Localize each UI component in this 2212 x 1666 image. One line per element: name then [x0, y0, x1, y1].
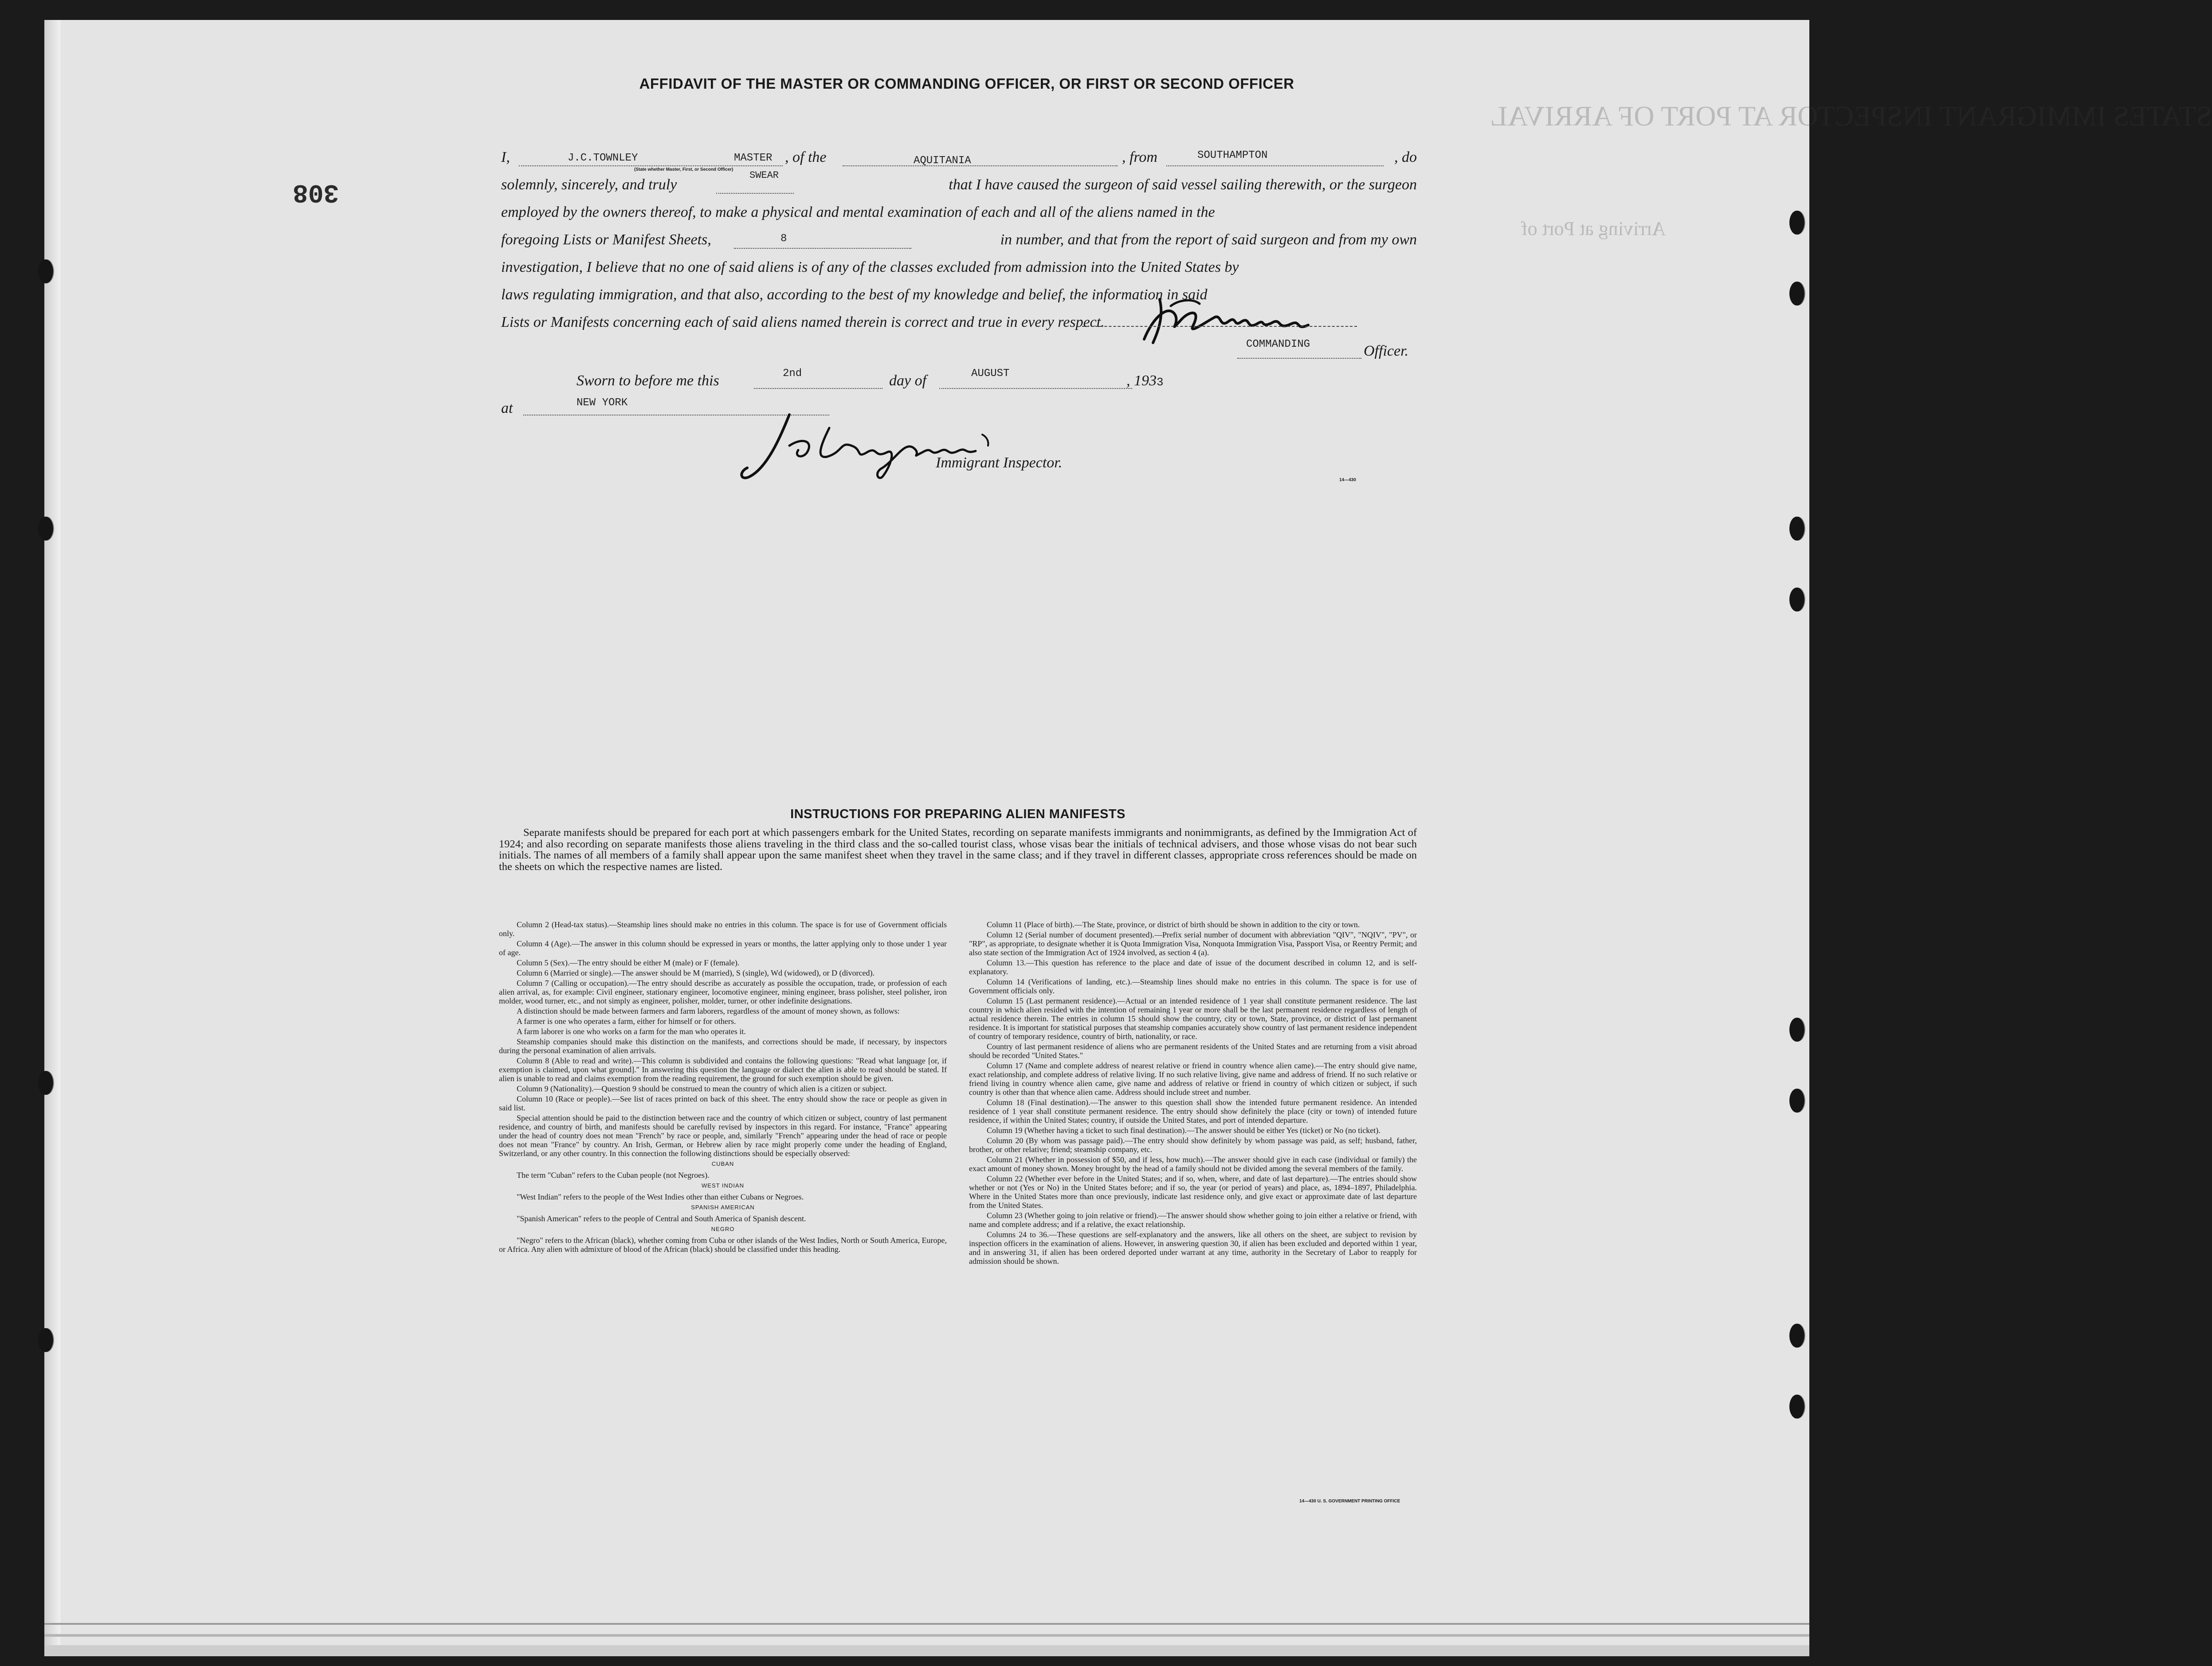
instruction-paragraph: Column 13.—This question has reference to the place and date of issue of the document described in column 12, and is self-explanatory.	[969, 958, 1417, 976]
affidavit-text: Lists or Manifests concerning each of said aliens named therein is correct and true in every respect.	[501, 314, 1105, 330]
signature-line	[1082, 326, 1357, 327]
instruction-paragraph: A distinction should be made between farmers and farm laborers, regardless of the amount of money shown, as follows:	[517, 1007, 900, 1015]
at-label: at	[501, 400, 513, 416]
instructions-title: INSTRUCTIONS FOR PREPARING ALIEN MANIFESTS	[790, 807, 1126, 821]
instruction-paragraph: Columns 24 to 36.—These questions are self-explanatory and the answers, like all others on the sheet, are subject to revision by inspection officers in the examination of aliens. However, in answering question 30, if alien has been excluded and deported within 1 year, and in answering 31, if alien has been ordered deported under warrant at any time, authority in the Secretary of Labor to reapply for admission should be shown.	[969, 1230, 1417, 1266]
instruction-paragraph: Column 2 (Head-tax status).—Steamship lines should make no entries in this column. The space is for use of Government officials only.	[499, 920, 947, 938]
punch-hole	[1789, 1089, 1804, 1113]
instruction-paragraph: Column 8 (Able to read and write).—This column is subdivided and contains the following questions: "Read what language [or, if exemption is claimed, upon what ground]." In answering this question the language or dialect the alien is able to read should be stated. If alien is unable to read and claims exemption from the reading requirement, the ground for such exemption should be given.	[499, 1056, 947, 1083]
instruction-paragraph: Column 22 (Whether ever before in the United States; and if so, when, where, and date of last departure).—The entries should show whether or not (Yes or No) in the United States before; and if so, the year (or period of years) and place, as, 1894–1897, Philadelphia. Where in the United States more than once previously, indicate last residence only, and give exact or approximate date of last departure from the United States.	[969, 1174, 1417, 1210]
instruction-paragraph: Column 6 (Married or single).—The answer should be M (married), S (single), Wd (widowed), or D (divorced).	[517, 968, 875, 977]
master-name-field: J.C.TOWNLEY	[568, 152, 638, 164]
officer-title-underline	[1237, 358, 1361, 359]
instructions-left-column	[499, 920, 947, 1255]
punch-hole	[1789, 588, 1804, 612]
instruction-paragraph: Column 9 (Nationality).—Question 9 should be construed to mean the country of which alien is a citizen or subject.	[517, 1084, 887, 1093]
cuban-paragraph: The term "Cuban" refers to the Cuban people (not Negroes).	[517, 1171, 710, 1180]
affidavit-text: laws regulating immigration, and that also, according to the best of my knowledge and belief, the information in said	[501, 286, 1208, 303]
inspector-signature	[736, 410, 1047, 486]
affidavit-text: , from	[1122, 149, 1157, 165]
sheets-underline	[734, 248, 911, 249]
sworn-day-field: 2nd	[783, 368, 802, 380]
instructions-intro: Separate manifests should be prepared for each port at which passengers embark for the United States, recording on separate manifests immigrants and nonimmigrants, as defined by the Immigration Act of 1924; and also recording on separate manifests those aliens traveling in the third class and the so-called tourist class, whose visas bear the initials of technical advisers, and those whose visas do not bear such initials. The names of all members of a family shall appear upon the same manifest sheet when they travel in the same class; and if they travel in different classes, appropriate cross references should be made on the sheets on which the respective names are listed.	[499, 827, 1417, 873]
day-underline	[754, 388, 882, 389]
punch-hole	[1789, 1018, 1804, 1042]
affidavit-title: AFFIDAVIT OF THE MASTER OR COMMANDING OFFICER, OR FIRST OR SECOND OFFICER	[639, 75, 1294, 92]
instruction-paragraph: Column 20 (By whom was passage paid).—The entry should show definitely by whom passage was paid, as self; husband, father, brother, or other relative; friend; steamship company, etc.	[969, 1136, 1417, 1154]
instruction-paragraph: Special attention should be paid to the distinction between race and the country of which citizen or subject, country of last permanent residence, and country of birth, and manifests should be carefully revised by inspectors in this regard. For instance, "France" appearing under the head of country does not mean "French" by race or people, and, similarly "French" appearing under the head of race or people does not mean "France" by country. An Irish, German, or Hebrew alien by race might properly come under the heading of England, Switzerland, or any other country. In this connection the following distinctions should be especially observed:	[499, 1113, 947, 1158]
bleed-through-heading: STATES IMMIGRANT INSPECTOR AT PORT OF ARRIVAL	[1490, 100, 2212, 132]
instruction-paragraph: Column 23 (Whether going to join relative or friend).—The answer should show whether going to join either a relative or friend, with name and complete address; and if a relative, the exact relationship.	[969, 1211, 1417, 1229]
bleed-through-subheading: Arriving at Port of	[1521, 218, 1666, 239]
punch-hole	[1789, 517, 1804, 541]
year-prefix: , 193	[1126, 372, 1157, 389]
punch-hole	[1789, 1395, 1804, 1419]
punch-hole	[1789, 282, 1804, 306]
affidavit-text: in number, and that from the report of said surgeon and from my own	[1000, 231, 1417, 248]
rank-note: (State whether Master, First, or Second Officer)	[634, 167, 733, 172]
affidavit-text: foregoing Lists or Manifest Sheets,	[501, 231, 711, 248]
affidavit-text: employed by the owners thereof, to make a physical and mental examination of each and all of the aliens named in the	[501, 204, 1215, 220]
instruction-paragraph: Column 12 (Serial number of document presented).—Prefix serial number of document with abbreviation "QIV", "NQIV", "PV", or "RP", as appropriate, to designate whether it is Quota Immigration Visa, Nonquota Immigration Visa, Passport Visa, or Reentry Permit; and also state section of the Immigration Act of 1924 involved, as section 4 (a).	[969, 930, 1417, 957]
instruction-paragraph: Country of last permanent residence of aliens who are permanent residents of the United States and are returning from a visit abroad should be recorded "United States."	[969, 1042, 1417, 1060]
spanish-american-heading: SPANISH AMERICAN	[691, 1204, 755, 1211]
punch-hole	[38, 1071, 53, 1095]
instruction-paragraph: Column 10 (Race or people).—See list of races printed on back of this sheet. The entry should show the race or people as given in said list.	[499, 1094, 947, 1112]
instruction-paragraph: Column 4 (Age).—The answer in this column should be expressed in years or months, the latter applying only to those under 1 year of age.	[499, 939, 947, 957]
manifest-page	[44, 20, 2212, 1656]
cuban-heading: CUBAN	[711, 1160, 734, 1167]
form-number: 14—430	[1339, 478, 1356, 482]
month-underline	[939, 388, 1132, 389]
sworn-text: Sworn to before me this	[577, 372, 719, 389]
west-indian-heading: WEST INDIAN	[702, 1182, 744, 1189]
punch-hole	[38, 1328, 53, 1352]
rank-field: MASTER	[734, 152, 773, 164]
affidavit-text: solemnly, sincerely, and truly	[501, 176, 677, 193]
printer-note: 14—430 U. S. GOVERNMENT PRINTING OFFICE	[1299, 1499, 1400, 1504]
page-edge-line	[44, 1623, 1809, 1625]
instruction-paragraph: Column 7 (Calling or occupation).—The entry should describe as accurately as possible the occupation, trade, or profession of each alien arrival, as, for example: Civil engineer, stationary engineer, locomotive engineer, mining engineer, brass polisher, steel polisher, iron molder, wood turner, etc., and not simply as engineer, polisher, molder, turner, or other indefinite designations.	[499, 979, 947, 1005]
instructions-right-column	[969, 920, 1417, 1267]
page-edge-line	[44, 1634, 1809, 1637]
affidavit-line-5	[501, 259, 1417, 276]
master-signature	[1126, 290, 1357, 348]
affidavit-text: I,	[501, 149, 510, 165]
ship-underline	[843, 165, 1118, 166]
punch-hole	[38, 259, 53, 283]
west-indian-paragraph: "West Indian" refers to the people of the West Indies other than either Cubans or Negroes.	[517, 1192, 804, 1201]
punch-hole	[1789, 211, 1804, 235]
affidavit-text: that I have caused the surgeon of said vessel sailing therewith, or the surgeon	[949, 176, 1417, 193]
affidavit-text: , do	[1394, 149, 1417, 165]
month-field: AUGUST	[971, 368, 1010, 380]
day-of-text: day of	[889, 372, 927, 389]
inspector-label: Immigrant Inspector.	[936, 455, 1063, 471]
port-underline	[1166, 165, 1384, 166]
instruction-paragraph: A farmer is one who operates a farm, either for himself or for others.	[517, 1017, 736, 1026]
instruction-paragraph: Column 17 (Name and complete address of nearest relative or friend in country whence alien came).—The entry should give name, exact relationship, and complete address of relative living. If no such relative living, give name and address of friend. If no such relative or friend living in country whence alien came, give name and address of relative or friend in country of which citizen or subject, if such country is other than that whence alien came. Address should include street and number.	[969, 1061, 1417, 1097]
affidavit-line-3	[501, 204, 1417, 221]
year-suffix-field: 3	[1157, 376, 1164, 389]
officer-label: Officer.	[1364, 343, 1409, 359]
instruction-paragraph: Column 21 (Whether in possession of $50, and if less, how much).—The answer should give in each case (individual or family) the exact amount of money shown. Money brought by the head of a family should not be divided among the several members of the family.	[969, 1155, 1417, 1173]
instruction-paragraph: Column 11 (Place of birth).—The State, province, or district of birth should be shown in addition to the city or town.	[987, 920, 1360, 929]
instruction-paragraph: Column 19 (Whether having a ticket to such final destination).—The answer should be either Yes (ticket) or No (no ticket).	[987, 1126, 1381, 1135]
sheets-count-field: 8	[780, 233, 787, 245]
instruction-paragraph: Column 15 (Last permanent residence).—Actual or an intended residence of 1 year shall constitute permanent residence. The last country in which alien resided with the intention of remaining 1 year or more shall be the last permanent residence regardless of length of actual residence therein. The entries in column 15 should show the country, city or town, State, province, or district of last permanent residence. It is important for statistical purposes that steamship companies accurately show country of last permanent residence independent of country of temporary residence, country of birth, nationality, or race.	[969, 996, 1417, 1041]
year-text	[1126, 372, 1164, 389]
negro-paragraph: "Negro" refers to the African (black), whether coming from Cuba or other islands of the West Indies, North or South America, Europe, or Africa. Any alien with admixture of blood of the African (black) should be classified under this heading.	[499, 1236, 947, 1254]
instruction-paragraph: Steamship companies should make this distinction on the manifests, and corrections should be made, if necessary, by inspectors during the personal examination of alien arrivals.	[499, 1037, 947, 1055]
instruction-paragraph: Column 5 (Sex).—The entry should be either M (male) or F (female).	[517, 958, 740, 967]
oath-underline	[716, 193, 794, 194]
affidavit-text: , of the	[785, 149, 827, 165]
port-field: SOUTHAMPTON	[1197, 149, 1268, 161]
negro-heading: NEGRO	[711, 1226, 735, 1232]
punch-hole	[1789, 1324, 1804, 1348]
page-stamp-number: 308	[293, 177, 339, 206]
city-field: NEW YORK	[577, 397, 628, 409]
punch-hole	[38, 517, 53, 541]
instruction-paragraph: A farm laborer is one who works on a farm for the man who operates it.	[517, 1027, 746, 1036]
affidavit-text: investigation, I believe that no one of said aliens is of any of the classes excluded from admission into the United States by	[501, 259, 1239, 275]
officer-title-field: COMMANDING	[1246, 338, 1310, 350]
instruction-paragraph: Column 18 (Final destination).—The answer to this question shall show the intended future permanent residence. An intended residence of 1 year shall constitute permanent residence. The entry should show definitely the place (city or town) of intended future residence, if within the United States; country, if outside the United States, and port of intended departure.	[969, 1098, 1417, 1125]
ship-name-field: AQUITANIA	[914, 155, 971, 167]
name-underline	[519, 165, 783, 166]
page-edge-line	[44, 1645, 1809, 1656]
oath-field: SWEAR	[749, 170, 779, 181]
spanish-american-paragraph: "Spanish American" refers to the people of Central and South America of Spanish descent.	[517, 1214, 806, 1223]
instruction-paragraph: Column 14 (Verifications of landing, etc.).—Steamship lines should make no entries in this column. The space is for use of Government officials only.	[969, 977, 1417, 995]
